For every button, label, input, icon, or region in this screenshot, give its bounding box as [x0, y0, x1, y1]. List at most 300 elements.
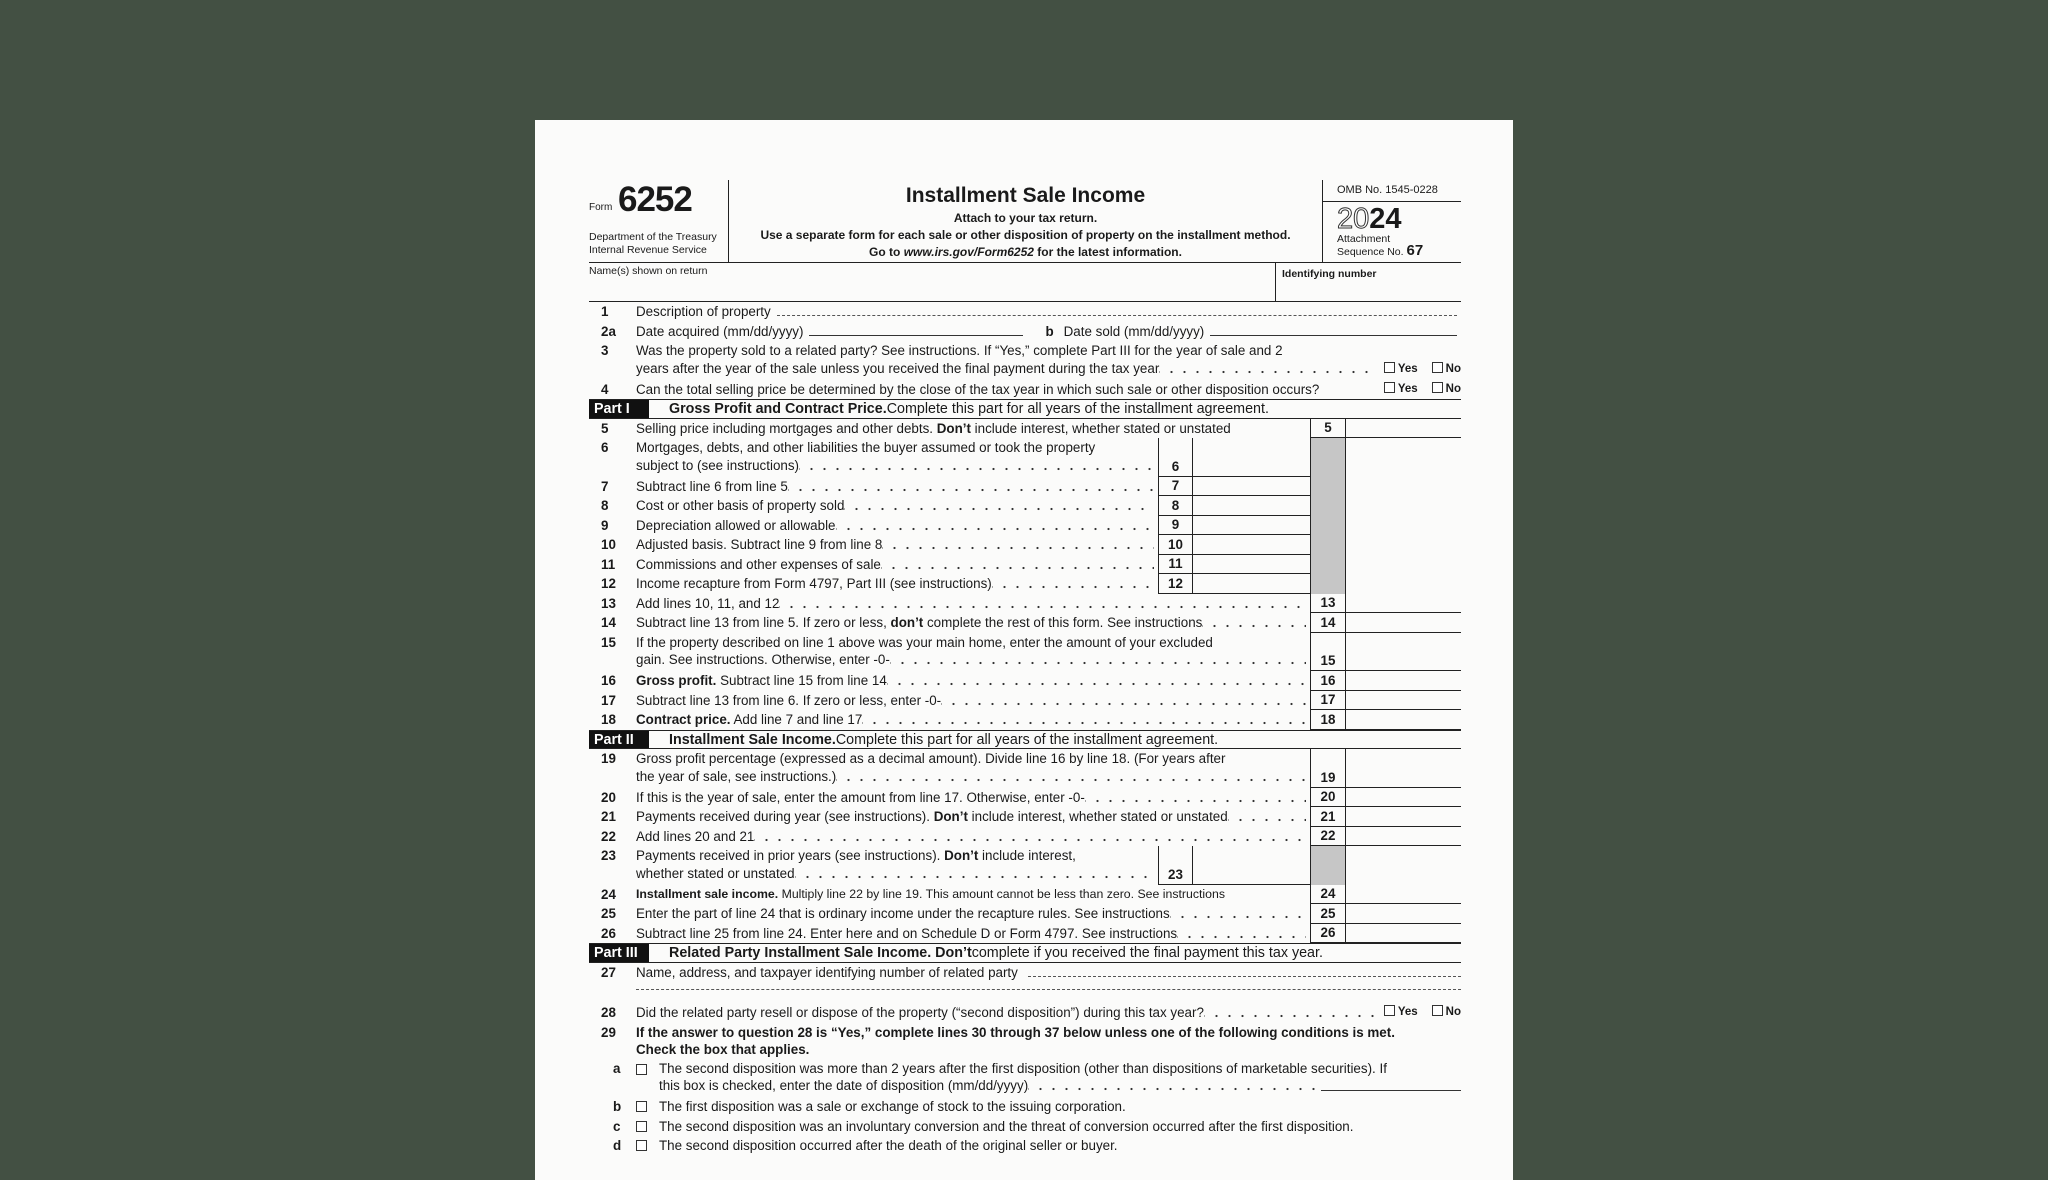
line-number: 16: [601, 673, 616, 688]
amount-input[interactable]: [1192, 846, 1310, 885]
line-17: [589, 691, 1461, 711]
line-letter: a: [613, 1060, 621, 1076]
box-number: 20: [1310, 788, 1345, 808]
tax-year: [1337, 204, 1461, 234]
year-bold: 24: [1369, 203, 1402, 235]
empty-cell: [1345, 516, 1461, 536]
line-description: [636, 633, 1310, 672]
goto-prefix: Go to: [869, 245, 904, 259]
line-21: [589, 807, 1461, 827]
text-line: [636, 457, 1154, 475]
shaded-cell: [1310, 535, 1345, 555]
shaded-cell: [1310, 516, 1345, 536]
text-line: [636, 710, 1306, 729]
text-segment: Gross profit percentage (expressed as a decimal amount). Divide line 16 by line 18. (For years after: [636, 751, 1226, 766]
part-title: Installment Sale Income.: [669, 731, 836, 748]
text-segment: complete the rest of this form. See instructions: [923, 615, 1203, 630]
date-sold-input[interactable]: [1210, 322, 1457, 336]
dot-leader: [844, 496, 1154, 515]
text-segment: Payments received in prior years (see instructions).: [636, 848, 945, 863]
part-desc: Complete this part for all years of the installment agreement.: [886, 401, 1269, 417]
part-title: Gross Profit and Contract Price.: [669, 401, 887, 417]
line-14: [589, 613, 1461, 633]
line-letter: b: [613, 1099, 622, 1114]
line-description: [636, 438, 1158, 477]
part-desc: Complete this part for all years of the installment agreement.: [835, 731, 1219, 748]
text-line: [636, 555, 1154, 574]
line-number: 9: [601, 517, 609, 533]
amount-input[interactable]: [1345, 633, 1461, 672]
condition-d-checkbox[interactable]: [636, 1140, 647, 1151]
line-number: 19: [601, 751, 616, 766]
omb-number: OMB No. 1545-0228: [1323, 180, 1461, 202]
line-description: [636, 924, 1310, 944]
text-line: [636, 885, 1306, 904]
identifying-number-field[interactable]: [1275, 263, 1461, 301]
yes-label: Yes: [1397, 382, 1418, 395]
line-number: 21: [601, 809, 616, 824]
text-line: [636, 651, 1306, 669]
line-1: [589, 302, 1461, 322]
text-line: [636, 865, 1154, 883]
line-number: 29: [601, 1024, 616, 1040]
line-24: [589, 885, 1461, 905]
text-line: [636, 439, 1154, 457]
amount-input[interactable]: [1345, 807, 1461, 827]
text-segment: whether stated or unstated: [636, 865, 795, 881]
line-description: [636, 846, 1158, 885]
dot-leader: [754, 827, 1306, 846]
text-segment: Don’t: [944, 848, 979, 863]
line-23: [589, 846, 1461, 885]
box-number: 24: [1310, 885, 1345, 905]
line-2: [589, 322, 1461, 342]
dot-leader: [1177, 924, 1306, 943]
line-text: years after the year of the sale unless you received the final payment during the tax year: [636, 360, 1160, 376]
text-segment: don’t: [890, 615, 924, 630]
box-number: 16: [1310, 671, 1345, 691]
no-label: No: [1445, 362, 1461, 375]
text-segment: If this is the year of sale, enter the amount from line 17. Otherwise, enter -0-: [636, 789, 1085, 805]
shaded-cell: [1310, 574, 1345, 594]
amount-input[interactable]: [1345, 613, 1461, 633]
line-number: 23: [601, 848, 616, 863]
box-number: 9: [1158, 516, 1192, 536]
names-label: Name(s) shown on return: [589, 265, 708, 277]
text-segment: Enter the part of line 24 that is ordinary income under the recapture rules. See instructions: [636, 906, 1170, 921]
box-number: 23: [1158, 846, 1192, 885]
text-segment: include interest, whether stated or unstated: [967, 809, 1228, 824]
text-segment: Don’t: [936, 420, 971, 436]
part-header: [589, 399, 1461, 419]
form-label: Form: [589, 202, 613, 213]
text-segment: gain. See instructions. Otherwise, enter -0-: [636, 652, 890, 667]
amount-input[interactable]: [1345, 710, 1461, 730]
dot-leader: [836, 516, 1155, 535]
line-description: [636, 477, 1158, 497]
line-text: Was the property sold to a related party? See instructions. If “Yes,” complete Part III for the year of sale and 2: [636, 343, 1283, 358]
line-number: 26: [601, 925, 616, 941]
line-number: 22: [601, 828, 616, 844]
line-20: [589, 788, 1461, 808]
line-number: 10: [601, 537, 616, 552]
line-29b: [589, 1097, 1461, 1117]
amount-input[interactable]: [1192, 438, 1310, 477]
shaded-cell: [1310, 555, 1345, 575]
shaded-cell: [1310, 438, 1345, 477]
line-25: [589, 904, 1461, 924]
description-input[interactable]: [777, 302, 1457, 316]
dot-leader: [881, 555, 1154, 574]
line-description: [636, 555, 1158, 575]
text-segment: Subtract line 25 from line 24. Enter here and on Schedule D or Form 4797. See instructions: [636, 925, 1178, 941]
text-line: [636, 671, 1306, 690]
text-segment: Contract price.: [636, 712, 731, 727]
line-description: [636, 691, 1310, 711]
text-segment: Cost or other basis of property sold: [636, 498, 845, 513]
part-tag: Part II: [589, 731, 649, 749]
yes-label: Yes: [1397, 362, 1418, 375]
attachment-label: Attachment: [1337, 233, 1391, 245]
empty-cell: [1345, 496, 1461, 516]
empty-cell: [1345, 438, 1461, 477]
line-8: [589, 496, 1461, 516]
irs: Internal Revenue Service: [589, 244, 707, 256]
part-tag: Part I: [589, 400, 649, 418]
box-number: 18: [1310, 710, 1345, 730]
sequence-label: Sequence No.: [1337, 246, 1404, 258]
line-number: 25: [601, 906, 616, 921]
line-number: 1: [601, 304, 609, 319]
form-page: [535, 120, 1513, 1180]
amount-input[interactable]: [1345, 788, 1461, 808]
line-description: [636, 613, 1310, 633]
yes-checkbox[interactable]: [1384, 362, 1395, 373]
line-text: Name, address, and taxpayer identifying number of related party: [636, 964, 1018, 980]
line-number: 20: [601, 789, 616, 805]
box-number: 7: [1158, 477, 1192, 497]
condition-a-checkbox[interactable]: [636, 1064, 647, 1075]
line-description: [636, 788, 1310, 808]
shaded-cell: [1310, 496, 1345, 516]
line-number: 15: [601, 634, 616, 650]
text-segment: include interest,: [978, 848, 1076, 863]
empty-cell: [1345, 555, 1461, 575]
line-11: [589, 555, 1461, 575]
line-19: [589, 749, 1461, 788]
text-segment: Income recapture from Form 4797, Part III (see instructions): [636, 576, 992, 591]
no-checkbox[interactable]: [1432, 1005, 1443, 1016]
box-number: 14: [1310, 613, 1345, 633]
line-letter: b: [1045, 323, 1054, 339]
line-3: [589, 341, 1461, 380]
dot-leader: [882, 535, 1154, 554]
line-12: [589, 574, 1461, 594]
text-segment: Selling price including mortgages and other debts.: [636, 420, 937, 436]
irs-link[interactable]: www.irs.gov/Form6252: [903, 245, 1034, 259]
text-segment: Add lines 10, 11, and 12: [636, 595, 780, 611]
dot-leader: [1170, 904, 1306, 923]
text-line: [636, 788, 1306, 807]
amount-input[interactable]: [1345, 885, 1461, 905]
line-number: 13: [601, 595, 616, 611]
line-text: Did the related party resell or dispose of the property (“second disposition”) during this tax year?: [636, 1005, 1204, 1020]
dot-leader: [836, 768, 1306, 786]
line-text: Date sold (mm/dd/yyyy): [1063, 323, 1205, 339]
line-description: [636, 749, 1310, 788]
text-line: [636, 419, 1306, 438]
text-line: [636, 827, 1306, 846]
line-text: The second disposition occurred after the death of the original seller or buyer.: [659, 1138, 1118, 1153]
part-iii-header: [589, 943, 1461, 963]
line-description: [636, 904, 1310, 924]
line-description: [636, 419, 1310, 439]
empty-cell: [1345, 535, 1461, 555]
separate-note: Use a separate form for each sale or other disposition of property on the installment method.: [760, 228, 1291, 242]
line-description: [636, 574, 1158, 594]
shaded-cell: [1310, 477, 1345, 497]
line-16: [589, 671, 1461, 691]
amount-input[interactable]: [1345, 749, 1461, 788]
line-10: [589, 535, 1461, 555]
line-description: [636, 710, 1310, 730]
box-number: 21: [1310, 807, 1345, 827]
line-description: [636, 885, 1310, 905]
line-22: [589, 827, 1461, 847]
line-text: this box is checked, enter the date of disposition (mm/dd/yyyy): [659, 1078, 1029, 1093]
sequence-number: 67: [1406, 242, 1424, 259]
form-number: 6252: [618, 180, 692, 219]
line-28: [589, 1003, 1461, 1023]
condition-c-checkbox[interactable]: [636, 1121, 647, 1132]
yes-checkbox[interactable]: [1384, 382, 1395, 393]
line-number: 8: [601, 498, 609, 513]
text-segment: Don’t: [933, 809, 968, 824]
line-26: [589, 924, 1461, 944]
line-description: [636, 535, 1158, 555]
line-text: Date acquired (mm/dd/yyyy): [636, 323, 804, 339]
text-segment: Mortgages, debts, and other liabilities the buyer assumed or took the property: [636, 440, 1096, 455]
text-segment: include interest, whether stated or unstated: [970, 420, 1231, 436]
line-number: 5: [601, 420, 609, 436]
line-29: [589, 1023, 1461, 1059]
line-text: Description of property: [636, 304, 771, 319]
line-letter: c: [613, 1118, 621, 1134]
attach-note: Attach to your tax return.: [953, 211, 1098, 225]
amount-input[interactable]: [1192, 516, 1310, 536]
box-number: 25: [1310, 904, 1345, 924]
condition-b-checkbox[interactable]: [636, 1101, 647, 1112]
line-number: 14: [601, 615, 616, 630]
line-text: The second disposition was an involuntary conversion and the threat of conversion occurred after the first disposition.: [659, 1118, 1354, 1134]
line-13: [589, 594, 1461, 614]
box-number: 26: [1310, 924, 1345, 944]
amount-input[interactable]: [1345, 924, 1461, 944]
dot-leader: [779, 594, 1306, 613]
dot-leader: [887, 671, 1306, 690]
dot-leader: [1202, 613, 1306, 632]
part-desc: complete if you received the final payment this tax year.: [971, 945, 1323, 961]
text-line: [636, 613, 1306, 632]
line-description: [636, 827, 1310, 847]
text-line: [636, 594, 1306, 613]
line-5: [589, 419, 1461, 439]
text-line: [636, 847, 1154, 865]
amount-input[interactable]: [1345, 594, 1461, 614]
line-9: [589, 516, 1461, 536]
box-number: 12: [1158, 574, 1192, 594]
dot-leader: [992, 574, 1154, 593]
line-number: 4: [601, 381, 609, 397]
line-number: 3: [601, 343, 609, 358]
line-number: 24: [601, 886, 616, 902]
text-segment: Gross profit.: [636, 673, 717, 688]
box-number: 15: [1310, 633, 1345, 672]
dot-leader: [795, 865, 1154, 883]
box-number: 6: [1158, 438, 1192, 477]
dot-leader: [788, 477, 1154, 496]
text-line: [636, 691, 1306, 710]
line-description: [636, 496, 1158, 516]
text-segment: Installment sale income.: [636, 886, 779, 901]
text-line: [636, 924, 1306, 943]
box-number: 5: [1310, 419, 1345, 439]
box-number: 13: [1310, 594, 1345, 614]
text-line: [636, 634, 1306, 652]
amount-input[interactable]: [1345, 827, 1461, 847]
line-description: [636, 594, 1310, 614]
text-segment: subject to (see instructions): [636, 457, 799, 473]
line-15: [589, 633, 1461, 672]
amount-input[interactable]: [1192, 574, 1310, 594]
dot-leader: [1228, 807, 1306, 826]
related-party-input-line2[interactable]: [636, 982, 1461, 990]
line-29a: [589, 1059, 1461, 1098]
text-line: [636, 516, 1154, 535]
dept: Department of the Treasury: [589, 231, 717, 243]
line-18: [589, 710, 1461, 730]
part-header: [589, 730, 1461, 750]
amount-input[interactable]: [1345, 671, 1461, 691]
line-29c: [589, 1117, 1461, 1137]
box-number: 10: [1158, 535, 1192, 555]
dot-leader: [1085, 788, 1306, 807]
text-line: [636, 807, 1306, 826]
text-segment: the year of sale, see instructions.): [636, 768, 837, 784]
goto-suffix: for the latest information.: [1033, 245, 1182, 259]
yes-label: Yes: [1397, 1006, 1418, 1018]
text-line: [636, 768, 1306, 786]
amount-input[interactable]: [1192, 496, 1310, 516]
text-segment: Subtract line 6 from line 5: [636, 478, 788, 494]
line-number: 12: [601, 576, 616, 591]
line-letter: d: [613, 1138, 622, 1153]
amount-input[interactable]: [1345, 419, 1461, 439]
text-segment: Add lines 20 and 21: [636, 828, 755, 844]
line-description: [636, 807, 1310, 827]
form-header: [589, 180, 1461, 263]
part-tag: Part III: [589, 944, 649, 962]
text-segment: Subtract line 13 from line 5. If zero or less,: [636, 615, 891, 630]
amount-input[interactable]: [1345, 904, 1461, 924]
empty-cell: [1345, 574, 1461, 594]
box-number: 11: [1158, 555, 1192, 575]
yes-checkbox[interactable]: [1384, 1005, 1395, 1016]
line-description: [636, 671, 1310, 691]
line-4: [589, 380, 1461, 400]
no-label: No: [1445, 1006, 1461, 1018]
related-party-input[interactable]: [1028, 963, 1461, 977]
dot-leader: [941, 691, 1306, 710]
no-label: No: [1445, 382, 1461, 395]
text-segment: Payments received during year (see instructions).: [636, 809, 934, 824]
no-checkbox[interactable]: [1432, 382, 1443, 393]
line-text: The first disposition was a sale or exchange of stock to the issuing corporation.: [659, 1099, 1126, 1114]
form-6252: [589, 180, 1461, 1156]
line-27: [589, 963, 1461, 983]
line-number: 27: [601, 964, 616, 980]
line-number: 11: [601, 556, 616, 572]
disposition-date-input[interactable]: [1321, 1077, 1461, 1091]
dot-leader: [862, 710, 1306, 729]
text-line: [636, 750, 1306, 768]
dot-leader: [890, 651, 1306, 669]
text-segment: Add line 7 and line 17: [730, 712, 863, 727]
text-line: [636, 496, 1154, 515]
amount-input[interactable]: [1192, 555, 1310, 575]
amount-input[interactable]: [1192, 477, 1310, 497]
box-number: 17: [1310, 691, 1345, 711]
line-text: The second disposition was more than 2 years after the first disposition (other than dispositions of marketable securities). If: [659, 1060, 1387, 1076]
line-29d: [589, 1136, 1461, 1156]
line-number: 7: [601, 478, 609, 494]
line-text: Can the total selling price be determined by the close of the tax year in which such sale or other disposition occurs?: [636, 381, 1320, 397]
date-acquired-input[interactable]: [809, 322, 1023, 336]
id-label: Identifying number: [1282, 268, 1377, 280]
line-7: [589, 477, 1461, 497]
box-number: 19: [1310, 749, 1345, 788]
dot-leader: [799, 457, 1154, 475]
text-line: [636, 574, 1154, 593]
form-title: Installment Sale Income: [905, 184, 1146, 207]
line-number: 28: [601, 1005, 616, 1020]
line-number: 6: [601, 440, 609, 455]
line-number: 17: [601, 692, 616, 708]
no-checkbox[interactable]: [1432, 362, 1443, 373]
part-title: Related Party Installment Sale Income. Don’t: [669, 945, 972, 961]
text-segment: Subtract line 15 from line 14: [716, 673, 887, 688]
line-text: Check the box that applies.: [636, 1042, 810, 1057]
line-number: 2a: [601, 323, 616, 339]
names-field[interactable]: [589, 263, 1275, 301]
amount-input[interactable]: [1345, 691, 1461, 711]
line-text: If the answer to question 28 is “Yes,” complete lines 30 through 37 below unless one of the following conditions is met.: [636, 1024, 1395, 1040]
line-description: [636, 516, 1158, 536]
box-number: 8: [1158, 496, 1192, 516]
text-segment: If the property described on line 1 above was your main home, enter the amount of your excluded: [636, 634, 1213, 650]
line-6: [589, 438, 1461, 477]
year-outline: 20: [1337, 203, 1370, 235]
text-line: [636, 535, 1154, 554]
text-line: [636, 904, 1306, 923]
text-line: [636, 477, 1154, 496]
empty-cell: [1345, 846, 1461, 885]
text-segment: Multiply line 22 by line 19. This amount cannot be less than zero. See instructions: [778, 886, 1225, 901]
box-number: 22: [1310, 827, 1345, 847]
amount-input[interactable]: [1192, 535, 1310, 555]
text-segment: Depreciation allowed or allowable: [636, 517, 836, 533]
text-segment: Commissions and other expenses of sale: [636, 556, 881, 572]
